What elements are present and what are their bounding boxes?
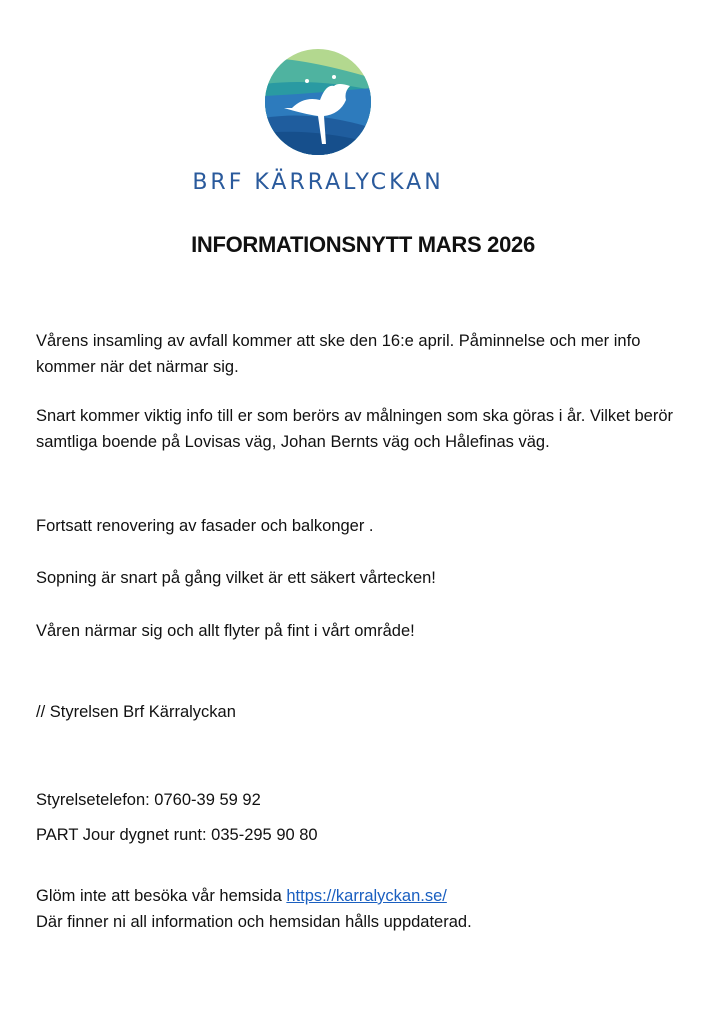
- paragraph-waste-collection: Vårens insamling av avfall kommer att ske den 16:e april. Påminnelse och mer info kommer när det närmar sig.: [36, 332, 641, 376]
- page-title: INFORMATIONSNYTT MARS 2026: [191, 232, 535, 257]
- signature: // Styrelsen Brf Kärralyckan: [36, 703, 236, 721]
- website-prefix: Glöm inte att besöka vår hemsida: [36, 887, 287, 905]
- paragraph-painting: Snart kommer viktig info till er som berörs av målningen som ska göras i år. Vilket berör samtliga boende på Lovisas väg, Johan Bernts väg och Hålefinas väg.: [36, 407, 674, 451]
- website-paragraph: [36, 883, 696, 935]
- brand-name: BRF KÄRRALYCKAN: [192, 170, 444, 195]
- paragraph-renovation: Fortsatt renovering av fasader och balkonger .: [36, 517, 374, 535]
- paragraph-spring: Våren närmar sig och allt flyter på fint i vårt område!: [36, 622, 415, 640]
- board-phone: Styrelsetelefon: 0760-39 59 92: [36, 791, 261, 809]
- website-note: Där finner ni all information och hemsidan hålls uppdaterad.: [36, 913, 472, 931]
- brf-karralyckan-logo: [264, 48, 372, 156]
- paragraph-sweeping: Sopning är snart på gång vilket är ett säkert vårtecken!: [36, 569, 436, 587]
- part-jour-phone: PART Jour dygnet runt: 035-295 90 80: [36, 826, 318, 844]
- website-link[interactable]: https://karralyckan.se/: [286, 887, 447, 905]
